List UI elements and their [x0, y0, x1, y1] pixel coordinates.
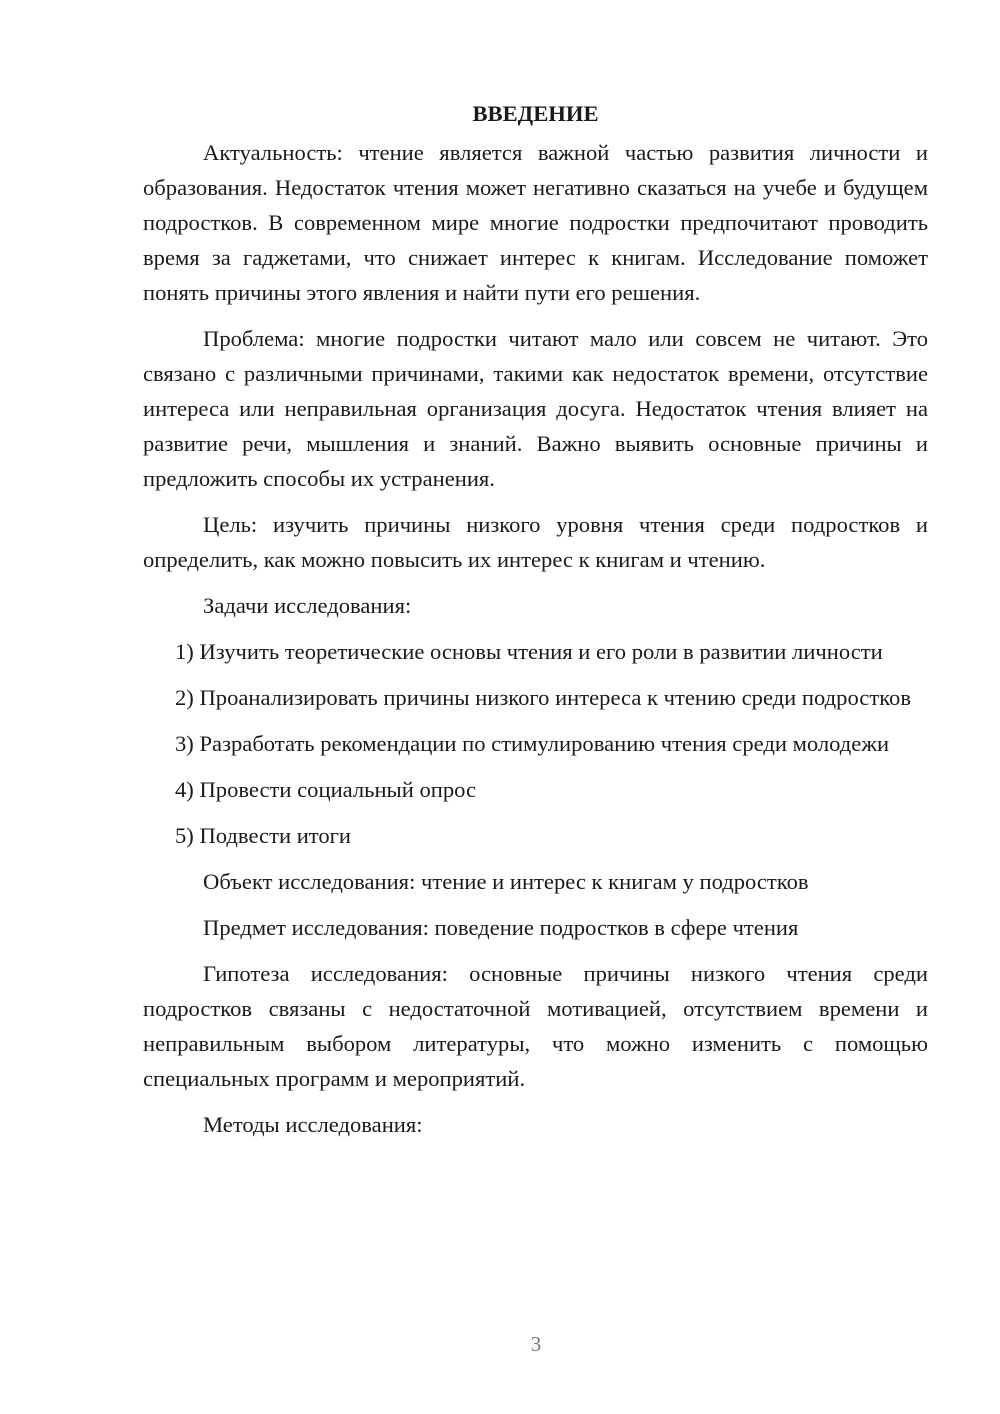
- task-item-5: 5) Подвести итоги: [175, 823, 352, 848]
- hypothesis-paragraph: Гипотеза исследования: основные причины низкого чтения среди подростков связаны с недостаточной мотивацией, отсутствием времени и неправильным выбором литературы, что можно изменить с помощью специальных программ и мероприятий.: [143, 961, 928, 1091]
- task-item-3: 3) Разработать рекомендации по стимулированию чтения среди молодежи: [175, 731, 890, 756]
- tasks-heading: Задачи исследования:: [203, 593, 412, 618]
- goal-paragraph: Цель: изучить причины низкого уровня чтения среди подростков и определить, как можно повысить их интерес к книгам и чтению.: [143, 512, 928, 572]
- methods-heading: Методы исследования:: [203, 1112, 423, 1137]
- problem-paragraph: Проблема: многие подростки читают мало или совсем не читают. Это связано с различными причинами, такими как недостаток времени, отсутствие интереса или неправильная организация досуга. Недостаток чтения влияет на развитие речи, мышления и знаний. Важно выявить основные причины и предложить способы их устранения.: [143, 326, 928, 491]
- task-item-4: 4) Провести социальный опрос: [175, 777, 477, 802]
- object-paragraph: Объект исследования: чтение и интерес к книгам у подростков: [203, 869, 809, 894]
- relevance-paragraph: Актуальность: чтение является важной частью развития личности и образования. Недостаток чтения может негативно сказаться на учебе и будущем подростков. В современном мире многие подростки предпочитают проводить время за гаджетами, что снижает интерес к книгам. Исследование поможет понять причины этого явления и найти пути его решения.: [143, 140, 928, 305]
- page-body: [143, 96, 928, 1142]
- page-number: 3: [530, 1332, 542, 1356]
- section-title: ВВЕДЕНИЕ: [472, 101, 599, 126]
- subject-paragraph: Предмет исследования: поведение подростков в сфере чтения: [203, 915, 799, 940]
- task-item-1: 1) Изучить теоретические основы чтения и его роли в развитии личности: [175, 639, 883, 664]
- task-item-2: 2) Проанализировать причины низкого интереса к чтению среди подростков: [175, 685, 912, 710]
